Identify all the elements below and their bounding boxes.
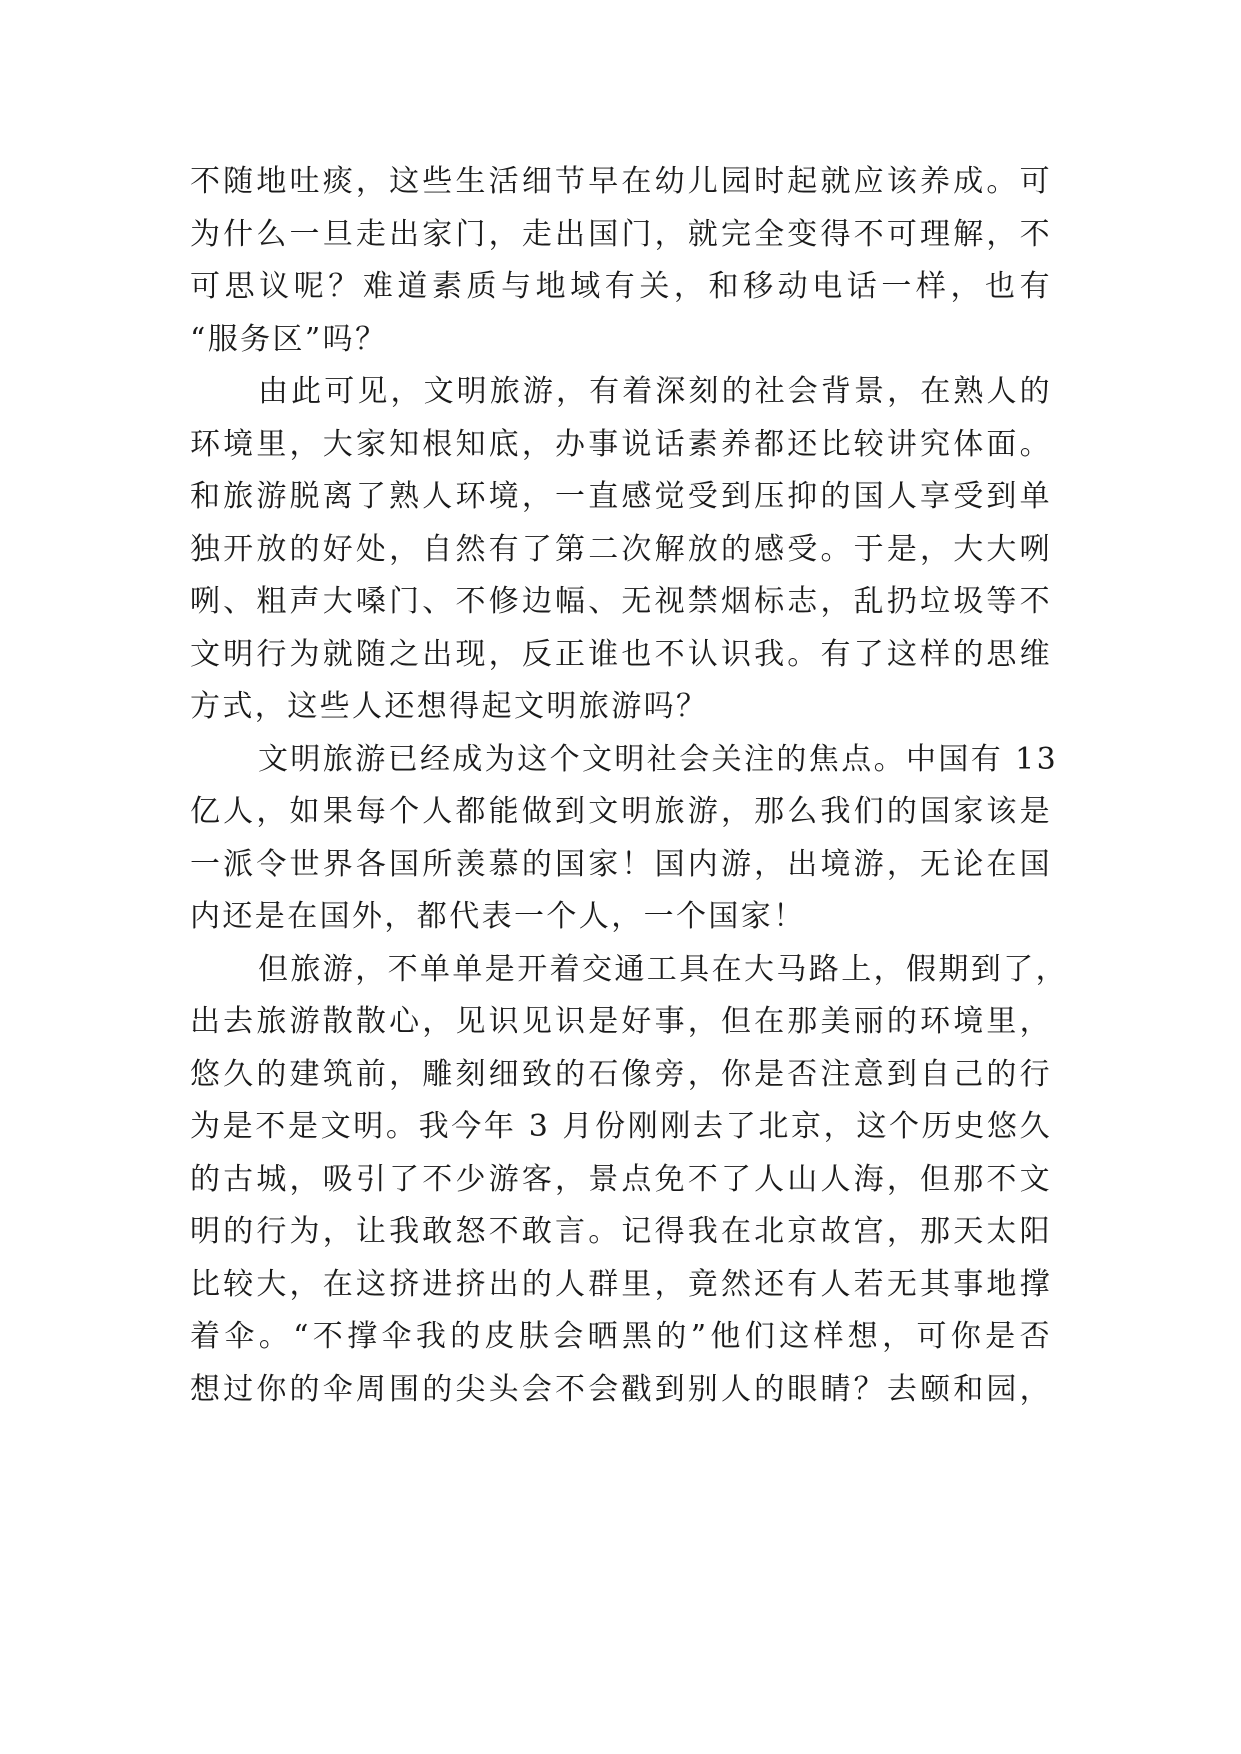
text-line: 明的行为，让我敢怒不敢言。记得我在北京故宫，那天太阳 (190, 1214, 1052, 1249)
text-line: 环境里，大家知根知底，办事说话素养都还比较讲究体面。 (190, 426, 1052, 462)
text-line: 内还是在国外，都代表一个人，一个国家！ (190, 899, 806, 934)
document-body (190, 156, 1068, 1416)
text-line: 着伞。“不撑伞我的皮肤会晒黑的”他们这样想，可你是否 (190, 1319, 1052, 1354)
text-line: 的古城，吸引了不少游客，景点免不了人山人海，但那不文 (190, 1161, 1052, 1197)
text-line: 悠久的建筑前，雕刻细致的石像旁，你是否注意到自己的行 (190, 1056, 1052, 1092)
text-line: 和旅游脱离了熟人环境，一直感觉受到压抑的国人享受到单 (190, 479, 1052, 514)
text-line: 比较大，在这挤进挤出的人群里，竟然还有人若无其事地撑 (190, 1266, 1052, 1302)
text-line: 一派令世界各国所羡慕的国家！国内游，出境游，无论在国 (190, 846, 1052, 882)
text-line: 出去旅游散散心，见识见识是好事，但在那美丽的环境里， (190, 1004, 1052, 1039)
text-line: 为什么一旦走出家门，走出国门，就完全变得不可理解，不 (190, 216, 1052, 252)
paragraph-first-line: 由此可见，文明旅游，有着深刻的社会背景，在熟人的 (258, 374, 1052, 409)
text-line: 不随地吐痰，这些生活细节早在幼儿园时起就应该养成。可 (190, 164, 1052, 199)
text-line: 为是不是文明。我今年 3 月份刚刚去了北京，这个历史悠久 (190, 1109, 1052, 1144)
text-line: 独开放的好处，自然有了第二次解放的感受。于是，大大咧 (190, 531, 1052, 567)
text-line: 方式，这些人还想得起文明旅游吗？ (190, 689, 709, 724)
paragraph-first-line: 文明旅游已经成为这个文明社会关注的焦点。中国有 13 (258, 741, 1059, 777)
text-line: “服务区”吗？ (190, 321, 388, 357)
text-line: 可思议呢？难道素质与地域有关，和移动电话一样，也有 (190, 269, 1052, 304)
paragraph-first-line: 但旅游，不单单是开着交通工具在大马路上，假期到了， (258, 951, 1068, 987)
text-line: 文明行为就随之出现，反正谁也不认识我。有了这样的思维 (190, 636, 1052, 672)
text-line: 亿人，如果每个人都能做到文明旅游，那么我们的国家该是 (190, 794, 1052, 829)
text-line: 想过你的伞周围的尖头会不会戳到别人的眼睛？去颐和园， (190, 1371, 1052, 1407)
text-line: 咧、粗声大嗓门、不修边幅、无视禁烟标志，乱扔垃圾等不 (190, 584, 1052, 619)
